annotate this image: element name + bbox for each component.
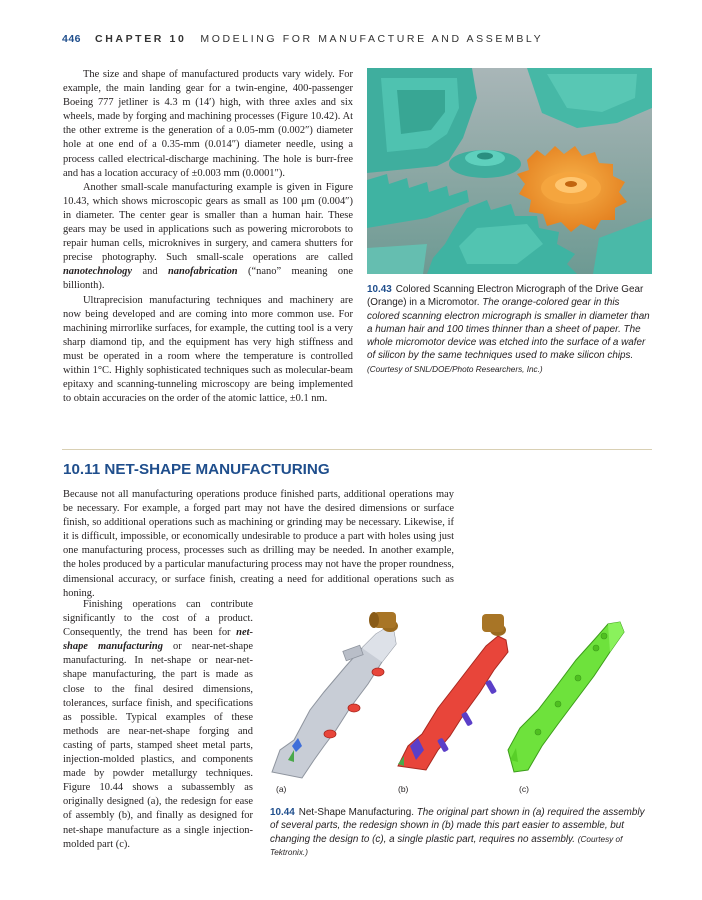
term-nanofabrication: nanofabrication (168, 266, 238, 278)
figure-title: Colored Scanning Electron Micrograph of the Drive Gear (Orange) in a Micromotor. (367, 284, 644, 309)
figure-credit: (Courtesy of SNL/DOE/Photo Researchers, Inc.) (367, 364, 543, 374)
term-nanotechnology: nanotechnology (63, 266, 133, 278)
figure-10-44-caption (270, 806, 655, 859)
section-paragraph-1-container (63, 488, 454, 601)
running-head (62, 33, 662, 45)
paragraph-small-scale: Another small-scale manufacturing example is given in Figure 10.43, which shows microscopic gears as small as 100 μm (0.004″) in diameter. The center gear is smaller than a human hair. These gears may be used in applications such as powering microrobots to repair human cells, microknives in surgery, and camera shutters for precise photography. Such small-scale operations are called nanotechnology and nanofabrication (“nano” meaning one billionth). (63, 181, 353, 292)
page-number: 446 (62, 33, 82, 45)
micromotor-gear-micrograph (367, 68, 652, 274)
chapter-title: MODELING FOR MANUFACTURE AND ASSEMBLY (200, 33, 544, 45)
sublabel-b: (b) (398, 784, 409, 794)
paragraph-size-shape: The size and shape of manufactured products vary widely. For example, the main landing gear for a twin-engine, 400-passenger Boeing 777 jetliner is 4.3 m (14′) high, with three axles and six wheels, made by forging and machining processes (Figure 10.42). At the other extreme is the generation of a 0.05-mm (0.002″) diameter hole at one end of a 0.35-mm (0.014″) diameter needle, using a process called electrical-discharge machining. The hole is burr-free and has a location accuracy of ±0.003 mm (0.0001″). (63, 69, 353, 179)
figure-description: The orange-colored gear in this colored scanning electron micrograph is smaller in diameter than a human hair and 100 times thinner than a sheet of paper. The whole micromotor device was etched into the surface of a wafer of silicon by the same techniques used to make silicon chips. (367, 297, 650, 362)
paragraph-finishing-need: Because not all manufacturing operations produce finished parts, additional operations may be necessary. For example, a forged part may not have the desired dimensions or surface finish, so additional operations such as machining or grinding may be necessary. Likewise, if it is difficult, impossible, or economically undesirable to produce a part with holes using just one manufacturing process, processes such as drilling may be needed. In another example, the holes produced by a particular manufacturing process may not have the proper roundness, dimensional accuracy, or surface finish, creating a need for additional operations such as honing. (63, 489, 454, 599)
part-c-single-plastic (508, 622, 624, 772)
left-column (63, 68, 353, 406)
figure-title: Net-Shape Manufacturing. (298, 807, 414, 818)
figure-credit: (Courtesy of Tektronix.) (270, 834, 623, 857)
section-heading: 10.11 NET-SHAPE MANUFACTURING (63, 461, 330, 478)
figure-description: The original part shown in (a) required the assembly of several parts, the redesign shown in (b) made this part easier to assemble, but changing the design to (c), a single plastic part, requires no assembly. (270, 807, 645, 845)
gear-micrograph-illustration (367, 68, 652, 274)
parts-comparison-illustration (258, 600, 654, 795)
net-shape-parts-illustration (258, 600, 654, 795)
sublabel-a: (a) (276, 784, 287, 794)
sublabel-c: (c) (519, 784, 529, 794)
term-net-shape-manufacturing: net-shape manufacturing (63, 627, 253, 653)
chapter-label: CHAPTER 10 (95, 33, 187, 45)
figure-number: 10.43 (367, 284, 392, 295)
paragraph-net-shape: Finishing operations can contribute significantly to the cost of a product. Consequently, the trend has been for net-shape manufacturing or near-net-shape manufacturing. In net-shape or near-net-shape manufacturing, the part is made as close to the final desired dimensions, tolerances, surface finish, and specifications as possible. Typical examples of these methods are near-net-shape forging and casting of parts, stamped sheet metal parts, injection-molded plastics, and components made by powder metallurgy techniques. Figure 10.44 shows a subassembly as originally designed (a), the redesign for ease of assembly (b), and finally as designed for net-shape manufacture as a single injection-molded part (c). (63, 599, 253, 850)
paragraph-ultraprecision: Ultraprecision manufacturing techniques and machinery are now being developed and are coming into more common use. For machining mirrorlike surfaces, for example, the cutting tool is a very sharp diamond tip, and the equipment has very high stiffness and must be operated in a room where the temperature is controlled within 1°C. Highly sophisticated techniques such as molecular-beam epitaxy and scanning-tunneling microscopy are being implemented to obtain accuracies on the order of the atomic lattice, ±0.1 nm. (63, 294, 353, 405)
part-a-original (272, 612, 398, 778)
section-divider (62, 449, 652, 450)
part-b-redesign (398, 614, 508, 770)
figure-number: 10.44 (270, 807, 295, 818)
section-paragraph-2-container (63, 598, 253, 852)
figure-10-43-caption (367, 283, 653, 376)
